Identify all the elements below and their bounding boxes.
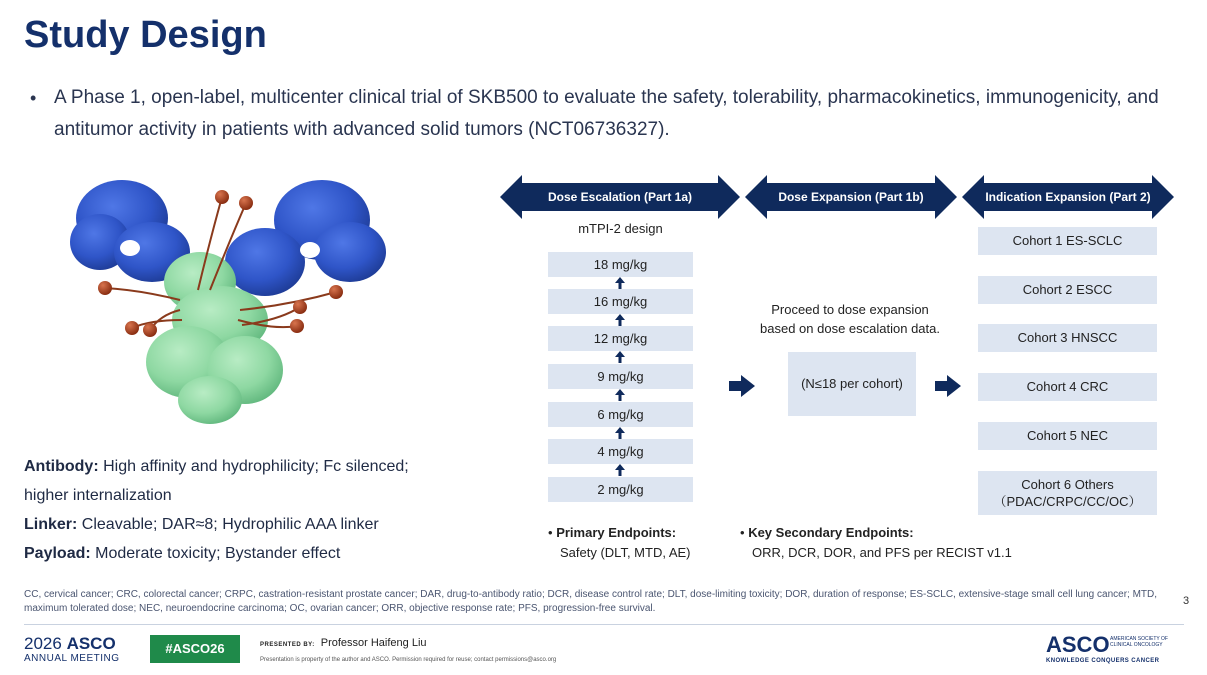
phase-label: Indication Expansion (Part 2): [985, 190, 1151, 204]
bullet-marker: •: [30, 88, 37, 108]
dose-box-18: 18 mg/kg: [548, 252, 693, 277]
secondary-endpoints: [740, 523, 1012, 563]
antibody-text-cont: higher internalization: [24, 487, 172, 504]
presenter-name: Professor Haifeng Liu: [320, 637, 427, 649]
slide-title: Study Design: [24, 14, 267, 56]
dose-box-2: 2 mg/kg: [548, 477, 693, 502]
payload-text: Moderate toxicity; Bystander effect: [95, 545, 341, 562]
dose-box-9: 9 mg/kg: [548, 364, 693, 389]
asco-annual-meeting-logo: [24, 634, 134, 668]
bullet-marker: •: [740, 525, 745, 540]
footer-divider: [24, 624, 1184, 625]
dose-box-12: 12 mg/kg: [548, 326, 693, 351]
cohort-size-box: (N≤18 per cohort): [788, 352, 916, 416]
phase-banner-indication-expansion: [962, 175, 1174, 219]
up-arrow-icon: [615, 351, 625, 363]
primary-endpoints: [548, 523, 691, 563]
linker-row: [24, 510, 494, 539]
payload-label: Payload:: [24, 545, 91, 562]
abbreviations-footnote: CC, cervical cancer; CRC, colorectal cancer; CRPC, castration-resistant prostate cancer; DAR, drug-to-antibody ratio; DCR, disease control rate; DLT, dose-limiting toxicity; DOR, duration of response; ES-SCLC, extensive-stage small cell lung cancer; MTD, maximum tolerated dose; NEC, neuroendocrine carcinoma; OC, ovarian cancer; ORR, objective response rate; PFS, progression-free survival.: [24, 589, 1158, 614]
adc-description: [24, 452, 494, 568]
phase-banner-dose-expansion: [745, 175, 957, 219]
up-arrow-icon: [615, 389, 625, 401]
antibody-label: Antibody:: [24, 458, 99, 475]
asco-society-name: AMERICAN SOCIETY OF CLINICAL ONCOLOGY: [1110, 636, 1168, 648]
proceed-line-2: based on dose escalation data.: [760, 321, 940, 336]
up-arrow-icon: [615, 314, 625, 326]
up-arrow-icon: [615, 427, 625, 439]
cohort-6-box: [978, 471, 1157, 515]
linker-text: Cleavable; DAR≈8; Hydrophilic AAA linker: [81, 516, 379, 533]
phase-banner-dose-escalation: [500, 175, 740, 219]
proceed-note: [740, 300, 960, 338]
up-arrow-icon: [615, 464, 625, 476]
right-arrow-icon: [935, 375, 961, 397]
antibody-row: [24, 452, 494, 481]
primary-endpoints-text: Safety (DLT, MTD, AE): [560, 545, 691, 560]
secondary-endpoints-text: ORR, DCR, DOR, and PFS per RECIST v1.1: [752, 545, 1012, 560]
antibody-text: High affinity and hydrophilicity; Fc silenced;: [103, 458, 409, 475]
asco-logo-text: ASCO: [1046, 632, 1110, 657]
intro-bullet: [30, 82, 1180, 146]
asco-tagline: KNOWLEDGE CONQUERS CANCER: [1046, 658, 1160, 664]
asco-society-logo: [1046, 630, 1186, 670]
bullet-marker: •: [548, 525, 553, 540]
right-arrow-icon: [729, 375, 755, 397]
phase-label: Dose Escalation (Part 1a): [547, 190, 693, 204]
presenter-line: [260, 637, 427, 649]
cohort-6-line-2: （PDAC/CRPC/CC/OC）: [993, 494, 1142, 509]
proceed-line-1: Proceed to dose expansion: [771, 302, 929, 317]
adc-molecule-image: [60, 170, 420, 440]
cohort-5-box: Cohort 5 NEC: [978, 422, 1157, 450]
primary-endpoints-heading: Primary Endpoints:: [556, 525, 677, 540]
secondary-endpoints-heading: Key Secondary Endpoints:: [748, 525, 914, 540]
cohort-3-box: Cohort 3 HNSCC: [978, 324, 1157, 352]
dose-box-6: 6 mg/kg: [548, 402, 693, 427]
logo-asco: ASCO: [66, 634, 116, 653]
cohort-4-box: Cohort 4 CRC: [978, 373, 1157, 401]
phase-label: Dose Expansion (Part 1b): [778, 190, 924, 204]
payload-row: [24, 539, 494, 568]
up-arrow-icon: [615, 277, 625, 289]
page-number: 3: [1183, 595, 1190, 607]
presented-by-tag: PRESENTED BY:: [260, 642, 315, 648]
cohort-2-box: Cohort 2 ESCC: [978, 276, 1157, 304]
design-label: mTPI-2 design: [578, 221, 663, 236]
permission-disclaimer: Presentation is property of the author and ASCO. Permission required for reuse; contact permissions@asco.org: [260, 657, 557, 663]
dose-box-16: 16 mg/kg: [548, 289, 693, 314]
hashtag-badge: #ASCO26: [150, 635, 240, 663]
intro-bullet-text: A Phase 1, open-label, multicenter clinical trial of SKB500 to evaluate the safety, tolerability, pharmacokinetics, immunogenicity, and antitumor activity in patients with advanced solid tumors (NCT06736327).: [54, 87, 1159, 140]
cohort-6-line-1: Cohort 6 Others: [1021, 477, 1114, 492]
linker-label: Linker:: [24, 516, 78, 533]
cohort-1-box: Cohort 1 ES-SCLC: [978, 227, 1157, 255]
logo-year: 2026: [24, 634, 62, 653]
logo-meeting: ANNUAL MEETING: [24, 653, 120, 664]
dose-box-4: 4 mg/kg: [548, 439, 693, 464]
